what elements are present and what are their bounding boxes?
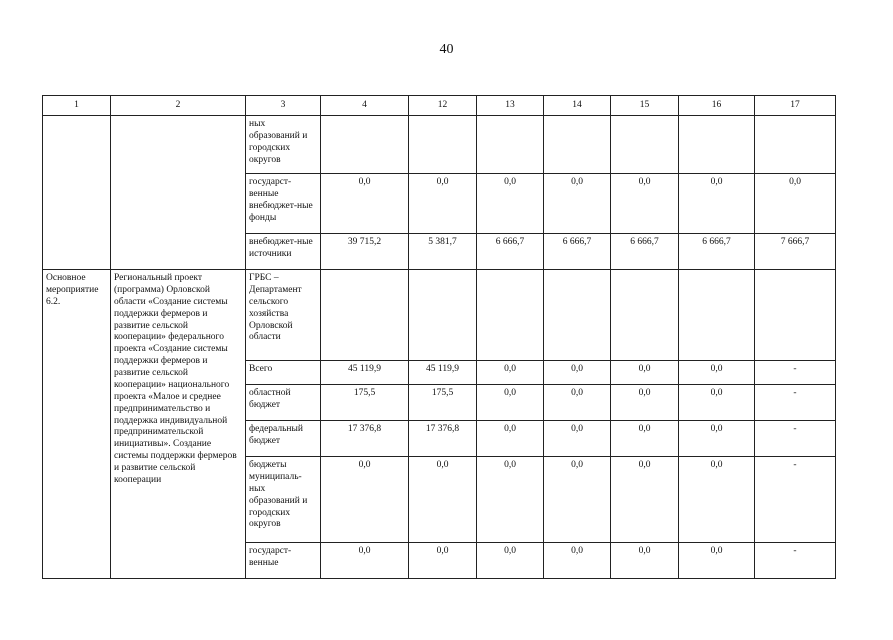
column-header: 17 [755,96,836,116]
cell-source: Всего [246,361,321,385]
cell-value: 175,5 [321,385,409,421]
cell-value [679,116,755,174]
cell-value [409,270,477,361]
table-header-row [43,96,836,116]
cell-value: 0,0 [679,543,755,579]
cell-value [544,116,611,174]
column-header: 2 [111,96,246,116]
cell-value [321,270,409,361]
cell-value: 0,0 [755,174,836,234]
cell-source: государст-венные внебюджет-ные фонды [246,174,321,234]
cell-value: - [755,385,836,421]
cell-value: 0,0 [544,543,611,579]
cell-value: 0,0 [544,421,611,457]
cell-value: 0,0 [477,543,544,579]
table-row [43,116,836,174]
cell-value [544,270,611,361]
cell-empty-description [111,116,246,270]
column-header: 14 [544,96,611,116]
cell-value: 0,0 [679,361,755,385]
cell-value: 5 381,7 [409,234,477,270]
cell-value [477,116,544,174]
cell-value [409,116,477,174]
cell-value: 45 119,9 [409,361,477,385]
column-header: 1 [43,96,111,116]
cell-value: 0,0 [477,385,544,421]
cell-value: 0,0 [544,361,611,385]
column-header: 13 [477,96,544,116]
cell-value: 0,0 [477,457,544,543]
cell-source: ных образований и городских округов [246,116,321,174]
cell-value: 0,0 [321,457,409,543]
cell-value: 6 666,7 [544,234,611,270]
budget-table [42,95,836,579]
cell-value: 0,0 [679,174,755,234]
cell-value: 0,0 [611,543,679,579]
cell-value: - [755,543,836,579]
cell-value: 0,0 [544,385,611,421]
cell-value: - [755,457,836,543]
cell-value: 17 376,8 [409,421,477,457]
cell-value: 17 376,8 [321,421,409,457]
cell-value: 7 666,7 [755,234,836,270]
column-header: 16 [679,96,755,116]
cell-source: бюджеты муниципаль-ных образований и городских округов [246,457,321,543]
cell-value: 0,0 [611,174,679,234]
cell-value: 0,0 [477,421,544,457]
column-header: 15 [611,96,679,116]
cell-source: внебюджет-ные источники [246,234,321,270]
cell-value: - [755,361,836,385]
cell-value: 0,0 [321,543,409,579]
cell-value: 0,0 [679,385,755,421]
cell-value: 0,0 [679,457,755,543]
column-header: 12 [409,96,477,116]
cell-value [679,270,755,361]
cell-source: государст-венные [246,543,321,579]
cell-value: 0,0 [409,543,477,579]
table-row [43,270,836,361]
page-number: 40 [439,42,454,57]
cell-value [477,270,544,361]
cell-value: 0,0 [321,174,409,234]
cell-value: - [755,421,836,457]
cell-measure-code: Основное мероприятие 6.2. [43,270,111,579]
cell-value: 0,0 [611,385,679,421]
cell-value: 6 666,7 [679,234,755,270]
cell-value: 0,0 [611,421,679,457]
cell-value [755,270,836,361]
cell-value [321,116,409,174]
cell-source: ГРБС – Департамент сельского хозяйства Орловской области [246,270,321,361]
cell-value: 0,0 [409,457,477,543]
column-header: 4 [321,96,409,116]
cell-value [611,116,679,174]
cell-source: федеральный бюджет [246,421,321,457]
column-header: 3 [246,96,321,116]
cell-value: 0,0 [611,361,679,385]
cell-value: 0,0 [544,174,611,234]
cell-value: 0,0 [477,361,544,385]
cell-value: 39 715,2 [321,234,409,270]
cell-value: 45 119,9 [321,361,409,385]
cell-value: 0,0 [477,174,544,234]
cell-value: 6 666,7 [611,234,679,270]
cell-source: областной бюджет [246,385,321,421]
cell-value: 0,0 [409,174,477,234]
cell-value: 0,0 [611,457,679,543]
cell-value [611,270,679,361]
cell-measure-description: Региональный проект (программа) Орловской области «Создание системы поддержки фермеров и развитие сельской кооперации» федерального проекта «Создание системы поддержки фермеров и развитие сельской кооперации» национального проекта «Малое и среднее предпринимательство и поддержка индивидуальной предпринимательской инициативы». Создание системы поддержки фермеров и развитие сельской кооперации [111,270,246,579]
cell-value: 0,0 [544,457,611,543]
cell-empty-code [43,116,111,270]
cell-value: 175,5 [409,385,477,421]
cell-value [755,116,836,174]
cell-value: 0,0 [679,421,755,457]
cell-value: 6 666,7 [477,234,544,270]
